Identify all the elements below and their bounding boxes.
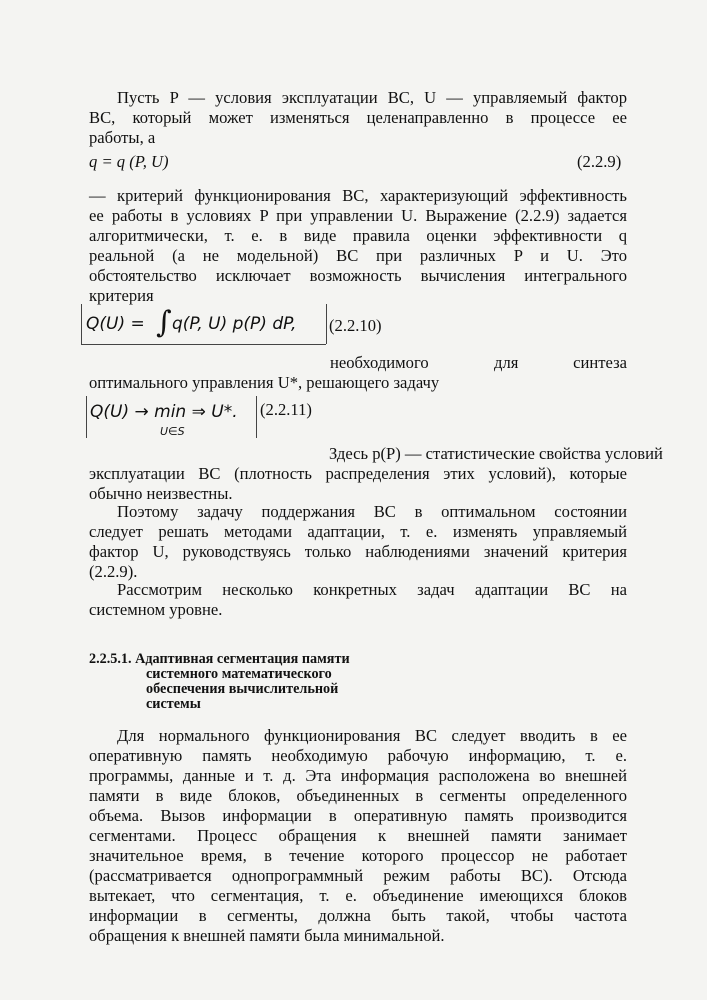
paragraph-3-word-2: для [494,353,519,372]
paragraph-3-word-1: необходимого [330,353,429,372]
paragraph-7-line-10: информации в сегменты, должна быть такой, чтобы частота [89,906,627,925]
paragraph-2-line-1: — критерий функционирования ВС, характеризующий эффективность [89,186,627,205]
paragraph-6-line-2: системном уровне. [89,600,223,619]
paragraph-4-line-3: обычно неизвестны. [89,484,233,503]
section-heading-line-2: системного математического [146,666,332,682]
formula-frame-left [81,304,82,344]
paragraph-1-line-2: ВС, который может изменяться целенаправленно в процессе ее [89,108,627,127]
formula-2-2-11: Q(U) → min ⇒ U*. [90,402,238,422]
equation-number-2-2-9: (2.2.9) [577,152,622,171]
paragraph-7-line-4: памяти в виде блоков, объединенных в сегменты определенного [89,786,627,805]
paragraph-2-line-6: критерия [89,286,154,305]
formula-frame-right [326,304,327,344]
paragraph-3-line-2: оптимального управления U*, решающего задачу [89,373,440,392]
paragraph-7-line-9: вытекает, что сегментация, т. е. объединение имеющихся блоков [89,886,627,905]
formula-2-2-10-rhs: q(P, U) p(P) dP, [172,314,297,334]
paragraph-7-line-11: обращения к внешней памяти была минимальной. [89,926,445,945]
formula-frame-bottom [81,344,326,345]
equation-2-2-9: q = q (P, U) [89,152,169,171]
paragraph-5-line-3: фактор U, руководствуясь только наблюдениями значений критерия [89,542,627,561]
integral-sign: ∫ [156,305,172,340]
equation-number-2-2-10: (2.2.10) [329,316,382,335]
formula-frame-left-2 [86,396,87,438]
paragraph-1-line-1: Пусть P — условия эксплуатации ВС, U — управляемый фактор [117,88,627,107]
section-heading-line-1: 2.2.5.1. Адаптивная сегментация памяти [89,651,350,667]
formula-2-2-10-lhs: Q(U) = [86,314,145,334]
paragraph-7-line-5: объема. Вызов информации в оперативную память производится [89,806,627,825]
paragraph-2-line-2: ее работы в условиях P при управлении U. Выражение (2.2.9) задается [89,206,627,225]
section-heading-line-4: системы [146,696,201,712]
paragraph-7-line-7: значительное время, в течение которого процессор не работает [89,846,627,865]
paragraph-6-line-1: Рассмотрим несколько конкретных задач адаптации ВС на [117,580,627,599]
paragraph-7-line-2: оперативную память необходимую рабочую информацию, т. е. [89,746,627,765]
formula-2-2-11-subscript: U∈S [160,425,185,438]
paragraph-7-line-3: программы, данные и т. д. Эта информация расположена во внешней [89,766,627,785]
paragraph-5-line-1: Поэтому задачу поддержания ВС в оптимальном состоянии [117,502,627,521]
paragraph-1-line-3: работы, а [89,128,156,147]
paragraph-2-line-4: реальной (а не модельной) ВС при различных P и U. Это [89,246,627,265]
paragraph-7-line-1: Для нормального функционирования ВС следует вводить в ее [117,726,627,745]
paragraph-7-line-6: сегментами. Процесс обращения к внешней памяти занимает [89,826,627,845]
paragraph-4-line-1: Здесь p(P) — статистические свойства условий [329,444,663,463]
equation-number-2-2-11: (2.2.11) [260,400,312,419]
paragraph-4-line-2: эксплуатации ВС (плотность распределения этих условий), которые [89,464,627,483]
section-heading-line-3: обеспечения вычислительной [146,681,339,697]
formula-frame-right-2 [256,396,257,438]
paragraph-5-line-4: (2.2.9). [89,562,138,581]
paragraph-2-line-5: обстоятельство исключает возможность вычисления интегрального [89,266,627,285]
paragraph-2-line-3: алгоритмически, т. е. в виде правила оценки эффективности q [89,226,627,245]
paragraph-7-line-8: (рассматривается однопрограммный режим работы ВС). Отсюда [89,866,627,885]
paragraph-3-word-3: синтеза [573,353,627,372]
paragraph-5-line-2: следует решать методами адаптации, т. е. изменять управляемый [89,522,627,541]
